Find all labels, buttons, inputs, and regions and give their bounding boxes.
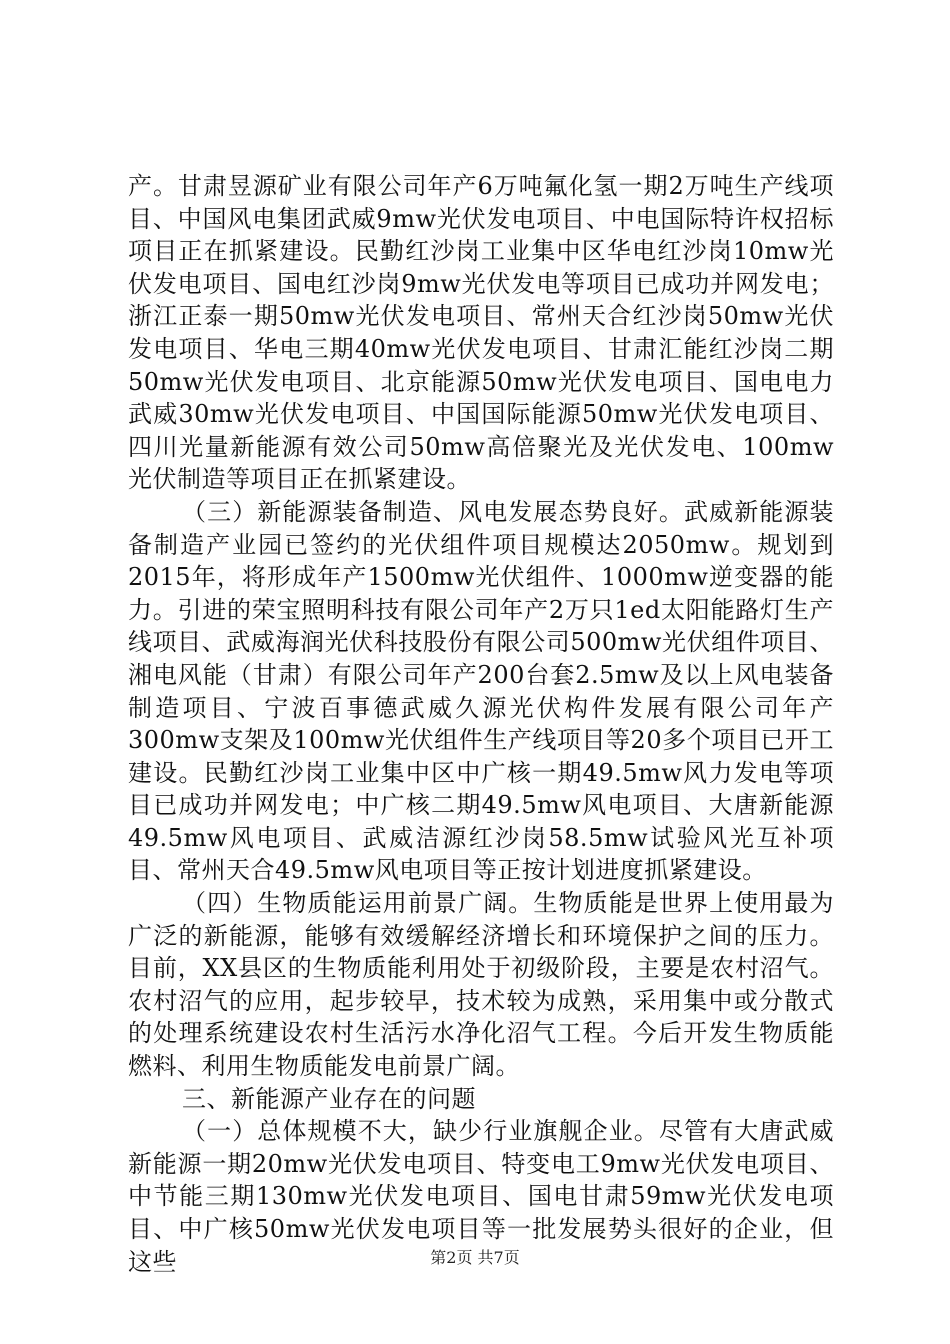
document-body (128, 170, 834, 1278)
paragraph-5: （一）总体规模不大，缺少行业旗舰企业。尽管有大唐武威新能源一期20mw光伏发电项目、特变电工9mw光伏发电项目、中节能三期130mw光伏发电项目、国电甘肃59mw光伏发电项目、中广核50mw光伏发电项目等一批发展势头很好的企业，但这些 (128, 1117, 834, 1276)
page-footer (0, 1248, 950, 1268)
paragraph-1: 产。甘肃昱源矿业有限公司年产6万吨氟化氢一期2万吨生产线项目、中国风电集团武威9mw光伏发电项目、中电国际特许权招标项目正在抓紧建设。民勤红沙岗工业集中区华电红沙岗10mw光伏发电项目、国电红沙岗9mw光伏发电等项目已成功并网发电；浙江正泰一期50mw光伏发电项目、常州天合红沙岗50mw光伏发电项目、华电三期40mw光伏发电项目、甘肃汇能红沙岗二期50mw光伏发电项目、北京能源50mw光伏发电项目、国电电力武威30mw光伏发电项目、中国国际能源50mw光伏发电项目、四川光量新能源有效公司50mw高倍聚光及光伏发电、100mw光伏制造等项目正在抓紧建设。 (128, 172, 834, 494)
page-number-label: 第2页 共7页 (430, 1248, 520, 1267)
paragraph-2: （三）新能源装备制造、风电发展态势良好。武威新能源装备制造产业园已签约的光伏组件项目规模达2050mw。规划到2015年，将形成年产1500mw光伏组件、1000mw逆变器的能力。引进的荣宝照明科技有限公司年产2万只1ed太阳能路灯生产线项目、武威海润光伏科技股份有限公司500mw光伏组件项目、湘电风能（甘肃）有限公司年产200台套2.5mw及以上风电装备制造项目、宁波百事德武威久源光伏构件发展有限公司年产300mw支架及100mw光伏组件生产线项目等20多个项目已开工建设。民勤红沙岗工业集中区中广核一期49.5mw风力发电等项目已成功并网发电；中广核二期49.5mw风电项目、大唐新能源49.5mw风电项目、武威洁源红沙岗58.5mw试验风光互补项目、常州天合49.5mw风电项目等正按计划进度抓紧建设。 (128, 497, 834, 885)
paragraph-3: （四）生物质能运用前景广阔。生物质能是世界上使用最为广泛的新能源，能够有效缓解经济增长和环境保护之间的压力。目前，XX县区的生物质能利用处于初级阶段，主要是农村沼气。农村沼气的应用，起步较早，技术较为成熟，采用集中或分散式的处理系统建设农村生活污水净化沼气工程。今后开发生物质能燃料、利用生物质能发电前景广阔。 (128, 889, 834, 1081)
section-heading: 三、新能源产业存在的问题 (182, 1084, 476, 1113)
